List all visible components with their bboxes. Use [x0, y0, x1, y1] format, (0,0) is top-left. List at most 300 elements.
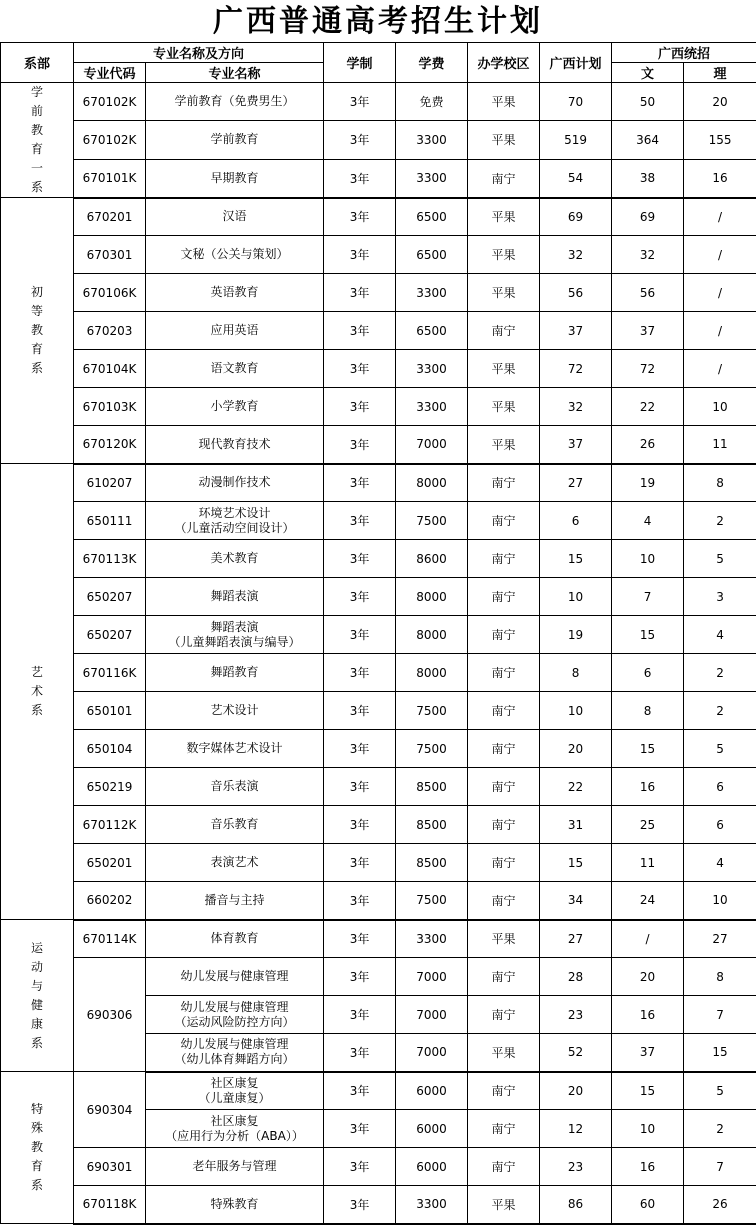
- major-name-cell: [146, 1072, 324, 1110]
- major-direction: （儿童舞蹈表演与编导）: [146, 635, 323, 650]
- plan-cell: 28: [540, 958, 612, 996]
- arts-cell: 4: [612, 502, 684, 540]
- science-cell: 4: [684, 616, 756, 654]
- major-name: 社区康复: [146, 1076, 323, 1091]
- campus-cell: 南宁: [468, 616, 540, 654]
- campus-cell: 南宁: [468, 730, 540, 768]
- major-name: 体育教育: [146, 931, 323, 946]
- plan-cell: 20: [540, 1072, 612, 1110]
- campus-cell: 南宁: [468, 1110, 540, 1148]
- years-cell: 3年: [324, 159, 396, 197]
- years-cell: 3年: [324, 654, 396, 692]
- major-name: 幼儿发展与健康管理: [146, 1000, 323, 1015]
- code-cell: 670201: [74, 198, 146, 236]
- arts-cell: 15: [612, 1072, 684, 1110]
- years-cell: 3年: [324, 236, 396, 274]
- plan-cell: 37: [540, 312, 612, 350]
- campus-cell: 南宁: [468, 844, 540, 882]
- major-name-cell: [146, 1034, 324, 1072]
- major-name: 特殊教育: [146, 1197, 323, 1212]
- code-cell: 650207: [74, 616, 146, 654]
- major-name: 应用英语: [146, 323, 323, 338]
- arts-cell: 15: [612, 730, 684, 768]
- science-cell: 7: [684, 996, 756, 1034]
- arts-cell: /: [612, 920, 684, 958]
- campus-cell: 南宁: [468, 1148, 540, 1186]
- fee-cell: 3300: [396, 1186, 468, 1224]
- campus-cell: 南宁: [468, 312, 540, 350]
- code-cell: 650111: [74, 502, 146, 540]
- arts-cell: 15: [612, 616, 684, 654]
- plan-cell: 52: [540, 1034, 612, 1072]
- major-name: 表演艺术: [146, 855, 323, 870]
- arts-cell: 11: [612, 844, 684, 882]
- plan-cell: 37: [540, 426, 612, 464]
- major-name: 学前教育: [146, 132, 323, 147]
- major-name-cell: [146, 1110, 324, 1148]
- campus-cell: 平果: [468, 198, 540, 236]
- table-row: [1, 121, 756, 159]
- table-row: [1, 159, 756, 197]
- science-cell: 5: [684, 540, 756, 578]
- code-cell: 670116K: [74, 654, 146, 692]
- dept-cell: 艺 术 系: [1, 464, 74, 920]
- header-major-group: 专业名称及方向: [74, 43, 324, 63]
- arts-cell: 10: [612, 540, 684, 578]
- table-row: [1, 350, 756, 388]
- major-name-cell: [146, 312, 324, 350]
- major-name-cell: [146, 198, 324, 236]
- dept-cell: 学 前 教 育 一 系: [1, 83, 74, 198]
- major-name: 音乐教育: [146, 817, 323, 832]
- years-cell: 3年: [324, 121, 396, 159]
- campus-cell: 南宁: [468, 692, 540, 730]
- science-cell: 8: [684, 958, 756, 996]
- fee-cell: 7000: [396, 996, 468, 1034]
- enrollment-plan-table: [0, 42, 756, 1225]
- major-name-cell: [146, 274, 324, 312]
- table-row: [1, 540, 756, 578]
- arts-cell: 60: [612, 1186, 684, 1224]
- major-direction: （儿童康复）: [146, 1091, 323, 1106]
- code-cell: 670104K: [74, 350, 146, 388]
- major-name-cell: [146, 426, 324, 464]
- code-cell: 650104: [74, 730, 146, 768]
- plan-cell: 27: [540, 464, 612, 502]
- table-row: [1, 920, 756, 958]
- fee-cell: 3300: [396, 920, 468, 958]
- table-row: [1, 768, 756, 806]
- plan-cell: 6: [540, 502, 612, 540]
- dept-cell: 特 殊 教 育 系: [1, 1072, 74, 1224]
- campus-cell: 南宁: [468, 578, 540, 616]
- science-cell: 5: [684, 730, 756, 768]
- science-cell: /: [684, 350, 756, 388]
- code-cell: 670102K: [74, 83, 146, 121]
- years-cell: 3年: [324, 844, 396, 882]
- header-fee: 学费: [396, 43, 468, 83]
- major-name-cell: [146, 502, 324, 540]
- science-cell: 6: [684, 806, 756, 844]
- years-cell: 3年: [324, 920, 396, 958]
- arts-cell: 69: [612, 198, 684, 236]
- code-cell: 690301: [74, 1148, 146, 1186]
- fee-cell: 3300: [396, 388, 468, 426]
- science-cell: 2: [684, 1110, 756, 1148]
- table-row: [1, 312, 756, 350]
- fee-cell: 8600: [396, 540, 468, 578]
- fee-cell: 免费: [396, 83, 468, 121]
- fee-cell: 7500: [396, 882, 468, 920]
- plan-cell: 69: [540, 198, 612, 236]
- arts-cell: 20: [612, 958, 684, 996]
- years-cell: 3年: [324, 578, 396, 616]
- major-name: 早期教育: [146, 171, 323, 186]
- major-name: 英语教育: [146, 285, 323, 300]
- plan-cell: 70: [540, 83, 612, 121]
- science-cell: 5: [684, 1072, 756, 1110]
- arts-cell: 10: [612, 1110, 684, 1148]
- major-name: 动漫制作技术: [146, 475, 323, 490]
- table-row: [1, 692, 756, 730]
- major-name-cell: [146, 121, 324, 159]
- dept-cell: 运 动 与 健 康 系: [1, 920, 74, 1072]
- table-row: [1, 1186, 756, 1224]
- campus-cell: 平果: [468, 388, 540, 426]
- table-row: [1, 502, 756, 540]
- header-years: 学制: [324, 43, 396, 83]
- major-name-cell: [146, 768, 324, 806]
- plan-cell: 31: [540, 806, 612, 844]
- years-cell: 3年: [324, 1110, 396, 1148]
- major-name: 语文教育: [146, 361, 323, 376]
- campus-cell: 南宁: [468, 159, 540, 197]
- code-cell: 670113K: [74, 540, 146, 578]
- science-cell: 2: [684, 692, 756, 730]
- arts-cell: 38: [612, 159, 684, 197]
- arts-cell: 24: [612, 882, 684, 920]
- table-row: [1, 1148, 756, 1186]
- science-cell: 6: [684, 768, 756, 806]
- major-name: 播音与主持: [146, 893, 323, 908]
- major-name: 舞蹈表演: [146, 620, 323, 635]
- science-cell: 16: [684, 159, 756, 197]
- science-cell: 10: [684, 388, 756, 426]
- plan-cell: 8: [540, 654, 612, 692]
- fee-cell: 6500: [396, 198, 468, 236]
- plan-cell: 34: [540, 882, 612, 920]
- code-cell: 670112K: [74, 806, 146, 844]
- table-row: [1, 844, 756, 882]
- header-arts: 文: [612, 63, 684, 83]
- major-name-cell: [146, 350, 324, 388]
- table-row: [1, 958, 756, 996]
- science-cell: 20: [684, 83, 756, 121]
- campus-cell: 南宁: [468, 882, 540, 920]
- arts-cell: 37: [612, 1034, 684, 1072]
- fee-cell: 3300: [396, 274, 468, 312]
- plan-cell: 519: [540, 121, 612, 159]
- years-cell: 3年: [324, 958, 396, 996]
- campus-cell: 南宁: [468, 540, 540, 578]
- major-name-cell: [146, 958, 324, 996]
- years-cell: 3年: [324, 806, 396, 844]
- plan-cell: 86: [540, 1186, 612, 1224]
- major-name-cell: [146, 540, 324, 578]
- major-direction: （应用行为分析（ABA））: [146, 1129, 323, 1144]
- major-name: 数字媒体艺术设计: [146, 741, 323, 756]
- major-name-cell: [146, 806, 324, 844]
- fee-cell: 7000: [396, 958, 468, 996]
- header-name: 专业名称: [146, 63, 324, 83]
- years-cell: 3年: [324, 1072, 396, 1110]
- header-unified: 广西统招: [612, 43, 756, 63]
- table-row: [1, 882, 756, 920]
- years-cell: 3年: [324, 312, 396, 350]
- arts-cell: 37: [612, 312, 684, 350]
- arts-cell: 56: [612, 274, 684, 312]
- years-cell: 3年: [324, 388, 396, 426]
- fee-cell: 7500: [396, 692, 468, 730]
- table-row: [1, 806, 756, 844]
- science-cell: 3: [684, 578, 756, 616]
- major-name-cell: [146, 464, 324, 502]
- code-cell: 660202: [74, 882, 146, 920]
- years-cell: 3年: [324, 882, 396, 920]
- science-cell: 10: [684, 882, 756, 920]
- header-code: 专业代码: [74, 63, 146, 83]
- code-cell: 670101K: [74, 159, 146, 197]
- fee-cell: 6000: [396, 1110, 468, 1148]
- fee-cell: 6000: [396, 1148, 468, 1186]
- arts-cell: 6: [612, 654, 684, 692]
- code-cell: 670301: [74, 236, 146, 274]
- arts-cell: 16: [612, 768, 684, 806]
- table-row: [1, 388, 756, 426]
- years-cell: 3年: [324, 996, 396, 1034]
- fee-cell: 6500: [396, 236, 468, 274]
- code-cell: 650101: [74, 692, 146, 730]
- arts-cell: 8: [612, 692, 684, 730]
- years-cell: 3年: [324, 274, 396, 312]
- plan-cell: 15: [540, 844, 612, 882]
- plan-cell: 10: [540, 692, 612, 730]
- code-cell: 670103K: [74, 388, 146, 426]
- major-name: 社区康复: [146, 1114, 323, 1129]
- years-cell: 3年: [324, 730, 396, 768]
- code-cell: 670114K: [74, 920, 146, 958]
- major-name: 艺术设计: [146, 703, 323, 718]
- major-name-cell: [146, 920, 324, 958]
- fee-cell: 3300: [396, 121, 468, 159]
- major-name-cell: [146, 996, 324, 1034]
- campus-cell: 南宁: [468, 464, 540, 502]
- table-row: [1, 83, 756, 121]
- arts-cell: 16: [612, 1148, 684, 1186]
- years-cell: 3年: [324, 350, 396, 388]
- plan-cell: 10: [540, 578, 612, 616]
- fee-cell: 8000: [396, 464, 468, 502]
- table-body: [1, 83, 756, 1224]
- fee-cell: 8500: [396, 806, 468, 844]
- science-cell: /: [684, 198, 756, 236]
- science-cell: 2: [684, 654, 756, 692]
- fee-cell: 8000: [396, 578, 468, 616]
- campus-cell: 南宁: [468, 654, 540, 692]
- major-name: 美术教育: [146, 551, 323, 566]
- fee-cell: 8000: [396, 616, 468, 654]
- code-cell: 670118K: [74, 1186, 146, 1224]
- years-cell: 3年: [324, 616, 396, 654]
- code-cell: 670106K: [74, 274, 146, 312]
- fee-cell: 7000: [396, 426, 468, 464]
- plan-cell: 23: [540, 996, 612, 1034]
- years-cell: 3年: [324, 198, 396, 236]
- science-cell: /: [684, 274, 756, 312]
- science-cell: /: [684, 312, 756, 350]
- campus-cell: 南宁: [468, 996, 540, 1034]
- fee-cell: 6000: [396, 1072, 468, 1110]
- major-name: 现代教育技术: [146, 437, 323, 452]
- science-cell: 4: [684, 844, 756, 882]
- fee-cell: 8500: [396, 768, 468, 806]
- campus-cell: 平果: [468, 236, 540, 274]
- table-row: [1, 616, 756, 654]
- plan-cell: 22: [540, 768, 612, 806]
- table-row: [1, 198, 756, 236]
- plan-cell: 20: [540, 730, 612, 768]
- campus-cell: 南宁: [468, 768, 540, 806]
- major-name: 幼儿发展与健康管理: [146, 1037, 323, 1052]
- years-cell: 3年: [324, 1148, 396, 1186]
- major-name: 汉语: [146, 209, 323, 224]
- table-row: [1, 464, 756, 502]
- plan-cell: 54: [540, 159, 612, 197]
- science-cell: 15: [684, 1034, 756, 1072]
- header-plan: 广西计划: [540, 43, 612, 83]
- major-name: 学前教育（免费男生）: [146, 94, 323, 109]
- plan-cell: 23: [540, 1148, 612, 1186]
- science-cell: 155: [684, 121, 756, 159]
- arts-cell: 25: [612, 806, 684, 844]
- fee-cell: 7500: [396, 730, 468, 768]
- arts-cell: 32: [612, 236, 684, 274]
- campus-cell: 平果: [468, 83, 540, 121]
- fee-cell: 8500: [396, 844, 468, 882]
- fee-cell: 8000: [396, 654, 468, 692]
- years-cell: 3年: [324, 1186, 396, 1224]
- fee-cell: 3300: [396, 350, 468, 388]
- major-name: 音乐表演: [146, 779, 323, 794]
- major-name: 小学教育: [146, 399, 323, 414]
- campus-cell: 平果: [468, 426, 540, 464]
- plan-cell: 15: [540, 540, 612, 578]
- table-row: [1, 578, 756, 616]
- major-direction: （运动风险防控方向）: [146, 1015, 323, 1030]
- major-name-cell: [146, 882, 324, 920]
- arts-cell: 50: [612, 83, 684, 121]
- table-row: [1, 730, 756, 768]
- code-cell: 670102K: [74, 121, 146, 159]
- campus-cell: 平果: [468, 1034, 540, 1072]
- campus-cell: 平果: [468, 121, 540, 159]
- table-row: [1, 236, 756, 274]
- major-name-cell: [146, 692, 324, 730]
- header-dept: 系部: [1, 43, 74, 83]
- arts-cell: 26: [612, 426, 684, 464]
- science-cell: 2: [684, 502, 756, 540]
- table-row: [1, 1072, 756, 1110]
- major-direction: （幼儿体育舞蹈方向）: [146, 1052, 323, 1067]
- plan-cell: 32: [540, 236, 612, 274]
- arts-cell: 72: [612, 350, 684, 388]
- years-cell: 3年: [324, 426, 396, 464]
- science-cell: 11: [684, 426, 756, 464]
- code-cell: 650219: [74, 768, 146, 806]
- major-name-cell: [146, 236, 324, 274]
- plan-cell: 72: [540, 350, 612, 388]
- table-row: [1, 654, 756, 692]
- campus-cell: 平果: [468, 350, 540, 388]
- major-name-cell: [146, 730, 324, 768]
- major-name-cell: [146, 1148, 324, 1186]
- code-cell: 610207: [74, 464, 146, 502]
- major-name-cell: [146, 159, 324, 197]
- fee-cell: 7500: [396, 502, 468, 540]
- major-name: 环境艺术设计: [146, 506, 323, 521]
- major-name-cell: [146, 844, 324, 882]
- major-name: 幼儿发展与健康管理: [146, 969, 323, 984]
- major-name: 老年服务与管理: [146, 1159, 323, 1174]
- campus-cell: 南宁: [468, 1072, 540, 1110]
- years-cell: 3年: [324, 768, 396, 806]
- arts-cell: 19: [612, 464, 684, 502]
- major-name: 舞蹈表演: [146, 589, 323, 604]
- campus-cell: 南宁: [468, 806, 540, 844]
- years-cell: 3年: [324, 464, 396, 502]
- science-cell: 26: [684, 1186, 756, 1224]
- fee-cell: 3300: [396, 159, 468, 197]
- science-cell: 7: [684, 1148, 756, 1186]
- plan-cell: 56: [540, 274, 612, 312]
- campus-cell: 平果: [468, 1186, 540, 1224]
- code-cell: 650201: [74, 844, 146, 882]
- code-cell: 670120K: [74, 426, 146, 464]
- table-row: [1, 426, 756, 464]
- arts-cell: 22: [612, 388, 684, 426]
- major-name: 舞蹈教育: [146, 665, 323, 680]
- plan-cell: 12: [540, 1110, 612, 1148]
- header-campus: 办学校区: [468, 43, 540, 83]
- campus-cell: 平果: [468, 274, 540, 312]
- science-cell: /: [684, 236, 756, 274]
- fee-cell: 7000: [396, 1034, 468, 1072]
- years-cell: 3年: [324, 540, 396, 578]
- plan-cell: 19: [540, 616, 612, 654]
- years-cell: 3年: [324, 502, 396, 540]
- major-name-cell: [146, 83, 324, 121]
- campus-cell: 南宁: [468, 502, 540, 540]
- code-cell: 690306: [74, 958, 146, 1072]
- major-name-cell: [146, 1186, 324, 1224]
- table-row: [1, 274, 756, 312]
- major-name: 文秘（公关与策划）: [146, 247, 323, 262]
- major-name-cell: [146, 616, 324, 654]
- header-science: 理: [684, 63, 756, 83]
- dept-cell: 初 等 教 育 系: [1, 198, 74, 464]
- arts-cell: 7: [612, 578, 684, 616]
- major-name-cell: [146, 388, 324, 426]
